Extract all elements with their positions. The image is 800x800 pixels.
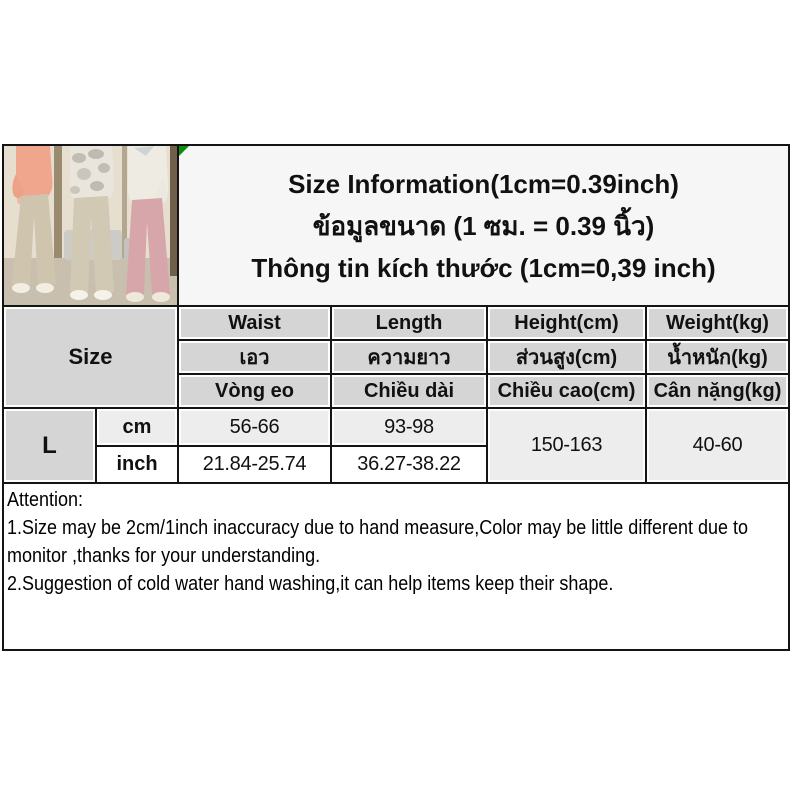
waist-cm-value: 56-66 <box>179 409 330 445</box>
length-inch-value: 36.27-38.22 <box>332 447 486 482</box>
size-table <box>2 144 790 484</box>
waist-inch-value: 21.84-25.74 <box>179 447 330 482</box>
col-header-waist-en: Waist <box>179 307 330 339</box>
col-header-length-vi: Chiều dài <box>332 375 486 407</box>
col-header-weight-en: Weight(kg) <box>647 307 788 339</box>
col-header-waist-th: เอว <box>179 341 330 373</box>
col-header-waist-vi: Vòng eo <box>179 375 330 407</box>
attention-notes <box>2 484 790 651</box>
col-header-weight-vi: Cân nặng(kg) <box>647 375 788 407</box>
col-header-height-th: ส่วนสูง(cm) <box>488 341 645 373</box>
weight-value: 40-60 <box>647 409 788 482</box>
attention-note-2: 2.Suggestion of cold water hand washing,it can help items keep their shape. <box>7 573 614 595</box>
title-block <box>179 146 788 305</box>
height-value: 150-163 <box>488 409 645 482</box>
product-photo-illustration <box>4 146 177 305</box>
size-header: Size <box>4 307 177 407</box>
col-header-length-en: Length <box>332 307 486 339</box>
title-thai: ข้อมูลขนาด (1 ซม. = 0.39 นิ้ว) <box>312 210 655 241</box>
col-header-length-th: ความยาว <box>332 341 486 373</box>
length-cm-value: 93-98 <box>332 409 486 445</box>
title-english: Size Information(1cm=0.39inch) <box>288 168 679 199</box>
attention-note-1: 1.Size may be 2cm/1inch inaccuracy due to hand measure,Color may be little different due to monitor ,thanks for your understanding. <box>7 517 749 567</box>
size-value-L: L <box>4 409 95 482</box>
col-header-height-en: Height(cm) <box>488 307 645 339</box>
col-header-weight-th: น้ำหนัก(kg) <box>647 341 788 373</box>
cell-flag-icon <box>179 146 189 156</box>
unit-label-inch: inch <box>97 447 177 482</box>
product-photo <box>4 146 177 305</box>
title-vietnamese: Thông tin kích thước (1cm=0,39 inch) <box>251 252 716 283</box>
attention-heading: Attention: <box>7 489 84 511</box>
col-header-height-vi: Chiều cao(cm) <box>488 375 645 407</box>
unit-label-cm: cm <box>97 409 177 445</box>
size-chart-sheet <box>2 144 790 651</box>
